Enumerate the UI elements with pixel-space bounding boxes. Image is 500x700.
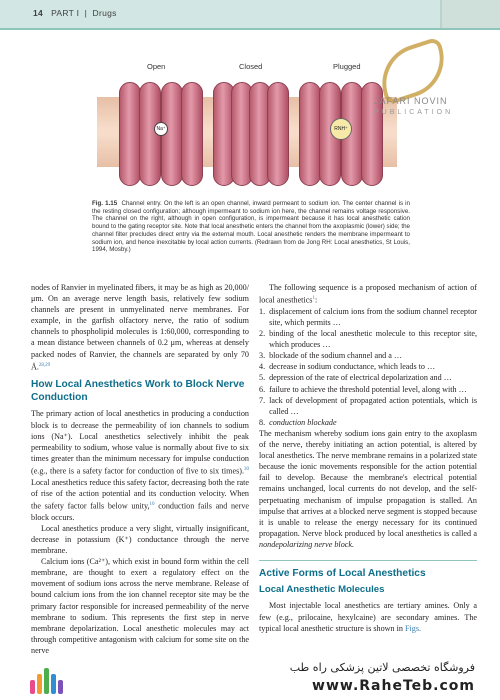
citation[interactable]: 30: [244, 466, 249, 472]
left-column: [31, 282, 249, 656]
publisher-sub: PUBLICATION: [374, 109, 454, 116]
footer-banner: [0, 656, 500, 700]
paragraph: The following sequence is a proposed mechanism of action of local anesthetics$^1$:: [259, 283, 477, 305]
store-name: فروشگاه تخصصی لاتین پزشکی راه طب: [289, 661, 475, 674]
figure-link[interactable]: Figs.: [404, 623, 422, 633]
label-plugged: Plugged: [333, 62, 361, 71]
store-logo-icon: [30, 664, 68, 694]
right-column: [259, 282, 477, 634]
list-number: 5.: [259, 373, 266, 383]
header-rule: [0, 28, 500, 30]
channel-subunit: [181, 82, 203, 186]
citation[interactable]: 28,29: [38, 362, 51, 368]
list-text: decrease in sodium conductance, which leads to …: [269, 362, 436, 372]
section-heading: Active Forms of Local Anesthetics: [259, 567, 426, 579]
sodium-ion: Na⁺: [154, 122, 168, 136]
caption-text: Channel entry. On the left is an open channel, inward permeant to sodium ion. The center channel is in the resting closed configuration; although impermeant to sodium ion here, the channel remains voltage responsive. The channel on the right, although in open configuration, is impermeant because it has local anesthetic cation bound to the gating receptor site. Note that local anesthetic enters the channel from the axoplasmic (lower) side; the channel filter precludes direct entry via the external mouth. Local anesthetic renders the membrane impermeant to sodium ion, and hence inexcitable by local action currents. (Redrawn from de Jong RH: Local anesthetics, St Louis, 1994, Mosby.): [92, 200, 410, 254]
list-number: 3.: [259, 351, 266, 361]
list-item: [259, 361, 477, 372]
list-item: [259, 417, 477, 428]
list-item: [259, 350, 477, 361]
publisher-name: JAFARI NOVIN: [374, 96, 448, 106]
channel-closed: [209, 82, 293, 186]
store-url[interactable]: www.RaheTeb.com: [312, 678, 475, 694]
mechanism-list: [259, 306, 477, 428]
list-text: conduction blockade: [269, 417, 337, 427]
part-label: PART I: [51, 8, 80, 18]
caption-label: Fig. 1.15: [92, 200, 118, 207]
list-text: displacement of calcium ions from the sodium channel receptor site, which permits …: [269, 306, 477, 327]
list-number: 2.: [259, 329, 266, 339]
list-item: [259, 372, 477, 383]
list-item: [259, 384, 477, 395]
section-rule: [259, 560, 477, 561]
paragraph: Most injectable local anesthetics are tertiary amines. Only a few (e.g., prilocaine, hexylcaine) are secondary amines. The typical local anesthetic structure is shown in Figs.: [259, 601, 477, 633]
section-label: Drugs: [92, 8, 117, 18]
paragraph: nodes of Ranvier in myelinated fibers, it may be as high as 20,000/μm. On an average nerve length basis, relatively few sodium channels are present in unmyelinated nerve membranes. For example, in the garfish olfactory nerve, the ratio of sodium channels to phospholipid molecules is 1:60,000, corresponding to a mean distance between channels of 0.2 μm, whereas at densely packed nodes of Ranvier, the channels are separated by only 70 Å.$^{28,29}$: [31, 283, 249, 372]
channel-subunit: [119, 82, 141, 186]
list-number: 1.: [259, 306, 266, 316]
channel-open: [119, 82, 203, 186]
list-text: depression of the rate of electrical depolarization and …: [269, 373, 452, 383]
figure-caption: [92, 200, 410, 254]
paragraph: Calcium ions (Ca²⁺), which exist in bound form within the cell membrane, are thought to exert a regulatory effect on the movement of sodium ions across the nerve membrane. Release of bound calcium ions from the ion channel receptor site may be the primary factor responsible for increased permeability of the nerve membrane to sodium. This represents the first step in nerve membrane depolarization. Local anesthetic molecules may act through competitive antagonism with calcium for some site on the nerve: [31, 557, 249, 655]
anesthetic-cation: RNH⁺: [330, 118, 352, 140]
channel-subunit: [299, 82, 321, 186]
list-item: [259, 306, 477, 328]
list-number: 7.: [259, 395, 266, 405]
paragraph: The mechanism whereby sodium ions gain entry to the axoplasm of the nerve, thereby initiating an action potential, is altered by local anesthetics. The nerve membrane remains in a polarized state because the ionic movements responsible for the action potential fail to develop. Because the membrane's electrical potential remains unchanged, local currents do not develop, and the self-perpetuating mechanism of impulse propagation is stalled. An impulse that arrives at a blocked nerve segment is stopped because it is unable to release the energy necessary for its continued propagation. Nerve block produced by local anesthetics is called a nondepolarizing nerve block.: [259, 428, 477, 549]
citation[interactable]: 1: [312, 296, 315, 302]
running-header: [0, 0, 500, 28]
subsection-heading: Local Anesthetic Molecules: [259, 584, 385, 596]
label-closed: Closed: [239, 62, 263, 71]
page-number: 14: [33, 8, 44, 18]
list-item: [259, 328, 477, 350]
citation[interactable]: 10: [149, 501, 155, 507]
channel-subunit: [267, 82, 289, 186]
running-header-text: 14 PART I | Drugs: [33, 8, 117, 18]
label-open: Open: [147, 62, 166, 71]
list-text: blockade of the sodium channel and a …: [269, 351, 402, 361]
section-heading: How Local Anesthetics Work to Block Nerve Conduction: [31, 379, 245, 403]
publisher-watermark: [360, 46, 490, 136]
list-number: 4.: [259, 362, 266, 372]
list-text: lack of development of propagated action potentials, which is called …: [269, 395, 477, 416]
list-item: [259, 395, 477, 417]
list-text: binding of the local anesthetic molecule to this receptor site, which produces …: [269, 329, 477, 350]
list-number: 8.: [259, 417, 266, 427]
paragraph: Local anesthetics produce a very slight, virtually insignificant, decrease in potassium (K⁺) conductance through the nerve membrane.: [31, 523, 249, 556]
paragraph: The primary action of local anesthetics in producing a conduction block is to decrease the permeability of ion channels to sodium ions (Na⁺). Local anesthetics selectively inhibit the peak permeability to sodium, whose value is normally about five to six times greater than the minimum necessary for impulse conduction (e.g., there is a safety factor for conduction of five to six times).$^{30}$ Local anesthetics reduce this safety factor, decreasing both the rate of rise of the action potential and its conduction velocity. When the safety factor falls below unity,$^{10}$ conduction fails and nerve block occurs.: [31, 409, 249, 522]
book-edge: [440, 0, 500, 28]
list-number: 6.: [259, 384, 266, 394]
list-text: failure to achieve the threshold potential level, along with …: [269, 384, 467, 394]
